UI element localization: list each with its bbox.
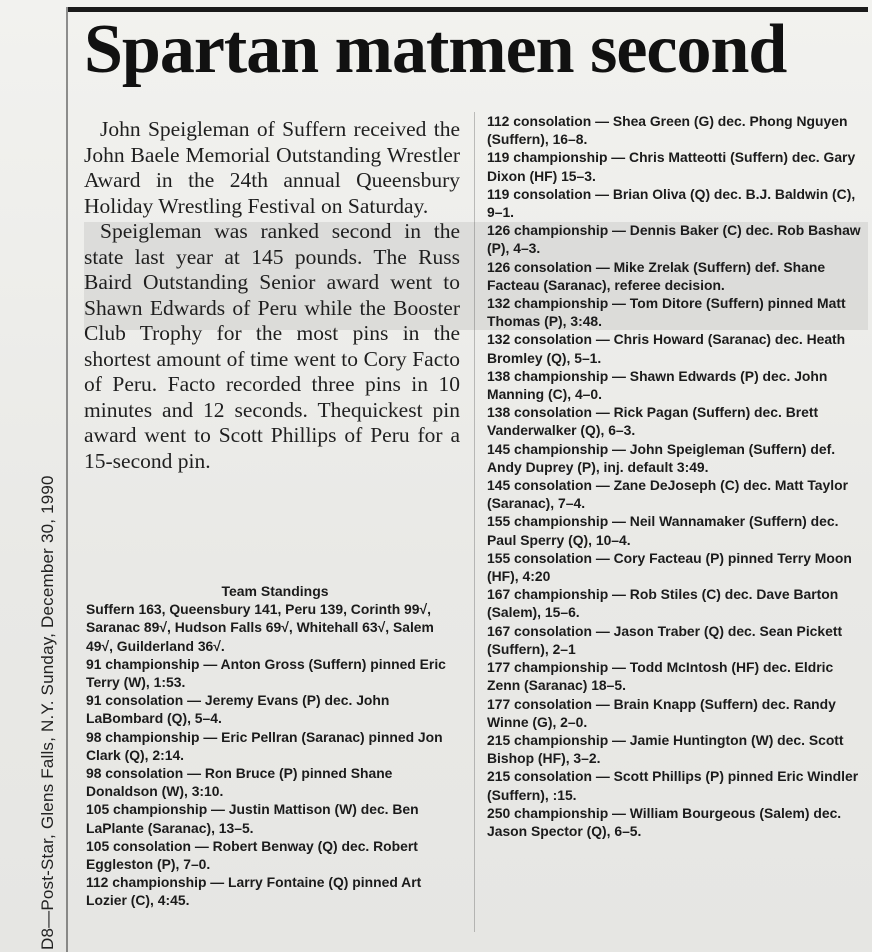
result-entry: 105 championship — Justin Mattison (W) dec. Ben LaPlante (Saranac), 13–5. <box>86 801 419 836</box>
result-entry: 177 consolation — Brain Knapp (Suffern) dec. Randy Winne (G), 2–0. <box>487 695 836 730</box>
result-entry: 91 championship — Anton Gross (Suffern) pinned Eric Terry (W), 1:53. <box>86 655 446 691</box>
result-entry: 215 consolation — Scott Phillips (P) pinned Eric Windler (Suffern), :15. <box>487 768 859 803</box>
result-entry: 98 consolation — Ron Bruce (P) pinned Shane Donaldson (W), 3:10. <box>86 765 393 800</box>
result-entry: 105 consolation — Robert Benway (Q) dec. Robert Eggleston (P), 7–0. <box>86 837 418 873</box>
page-margin-rule <box>66 7 68 952</box>
standings-text: Suffern 163, Queensbury 141, Peru 139, Corinth 99√, Saranac 89√, Hudson Falls 69√, Whitehall 63√, Salem 49√, Guilderland 36√. <box>86 601 434 654</box>
result-entry: 132 consolation — Chris Howard (Saranac) dec. Heath Bromley (Q), 5–1. <box>487 331 846 366</box>
result-entry: 126 consolation — Mike Zrelak (Suffern) def. Shane Facteau (Saranac), referee decision. <box>487 258 826 293</box>
result-entry: 112 championship — Larry Fontaine (Q) pinned Art Lozier (C), 4:45. <box>86 874 422 909</box>
result-entry: 119 consolation — Brian Oliva (Q) dec. B.J. Baldwin (C), 9–1. <box>487 185 856 221</box>
result-entry: 215 championship — Jamie Huntington (W) dec. Scott Bishop (HF), 3–2. <box>487 731 844 767</box>
result-entry: 91 consolation — Jeremy Evans (P) dec. John LaBombard (Q), 5–4. <box>86 692 390 727</box>
result-entry: 138 championship — Shawn Edwards (P) dec. John Manning (C), 4–0. <box>487 367 828 403</box>
result-entry: 145 consolation — Zane DeJoseph (C) dec. Matt Taylor (Saranac), 7–4. <box>487 477 848 512</box>
column-divider <box>474 112 475 932</box>
result-entry: 155 consolation — Cory Facteau (P) pinned Terry Moon (HF), 4:20 <box>487 549 852 585</box>
result-entry: 126 championship — Dennis Baker (C) dec. Rob Bashaw (P), 4–3. <box>487 222 861 257</box>
standings-heading: Team Standings <box>221 583 329 599</box>
result-entry: 98 championship — Eric Pellran (Saranac) pinned Jon Clark (Q), 2:14. <box>86 728 443 763</box>
page-folio: D8—Post-Star, Glens Falls, N.Y. Sunday, December 30, 1990 <box>38 475 57 950</box>
story-body <box>84 117 460 474</box>
results-column-right <box>487 112 867 840</box>
story-paragraph: Speigleman was ranked second in the state last year at 145 pounds. The Russ Baird Outstanding Senior award went to Shawn Edwards of Peru while the Booster Club Trophy for the most pins in the shortest amount of time went to Cory Facto of Peru. Facto recorded three pins in 10 minutes and 12 seconds. Thequickest pin award went to Scott Phillips of Peru for a 15-second pin. <box>84 219 460 473</box>
result-entry: 250 championship — William Bourgeous (Salem) dec. Jason Spector (Q), 6–5. <box>487 804 842 839</box>
result-entry: 112 consolation — Shea Green (G) dec. Phong Nguyen (Suffern), 16–8. <box>487 113 848 148</box>
story-paragraph: John Speigleman of Suffern received the John Baele Memorial Outstanding Wrestler Award in the 24th annual Queensbury Holiday Wrestling Festival on Saturday. <box>84 117 460 218</box>
result-entry: 119 championship — Chris Matteotti (Suffern) dec. Gary Dixon (HF) 15–3. <box>487 149 856 184</box>
result-entry: 167 championship — Rob Stiles (C) dec. Dave Barton (Salem), 15–6. <box>487 586 839 621</box>
result-entry: 177 championship — Todd McIntosh (HF) dec. Eldric Zenn (Saranac) 18–5. <box>487 659 834 694</box>
result-entry: 138 consolation — Rick Pagan (Suffern) dec. Brett Vanderwalker (Q), 6–3. <box>487 404 819 439</box>
result-entry: 167 consolation — Jason Traber (Q) dec. Sean Pickett (Suffern), 2–1 <box>487 622 843 657</box>
result-entry: 155 championship — Neil Wannamaker (Suffern) dec. Paul Sperry (Q), 10–4. <box>487 513 839 548</box>
results-column-left <box>86 582 464 910</box>
result-entry: 145 championship — John Speigleman (Suffern) def. Andy Duprey (P), inj. default 3:49. <box>487 440 836 475</box>
result-entry: 132 championship — Tom Ditore (Suffern) pinned Matt Thomas (P), 3:48. <box>487 295 846 330</box>
headline: Spartan matmen second <box>84 11 787 88</box>
